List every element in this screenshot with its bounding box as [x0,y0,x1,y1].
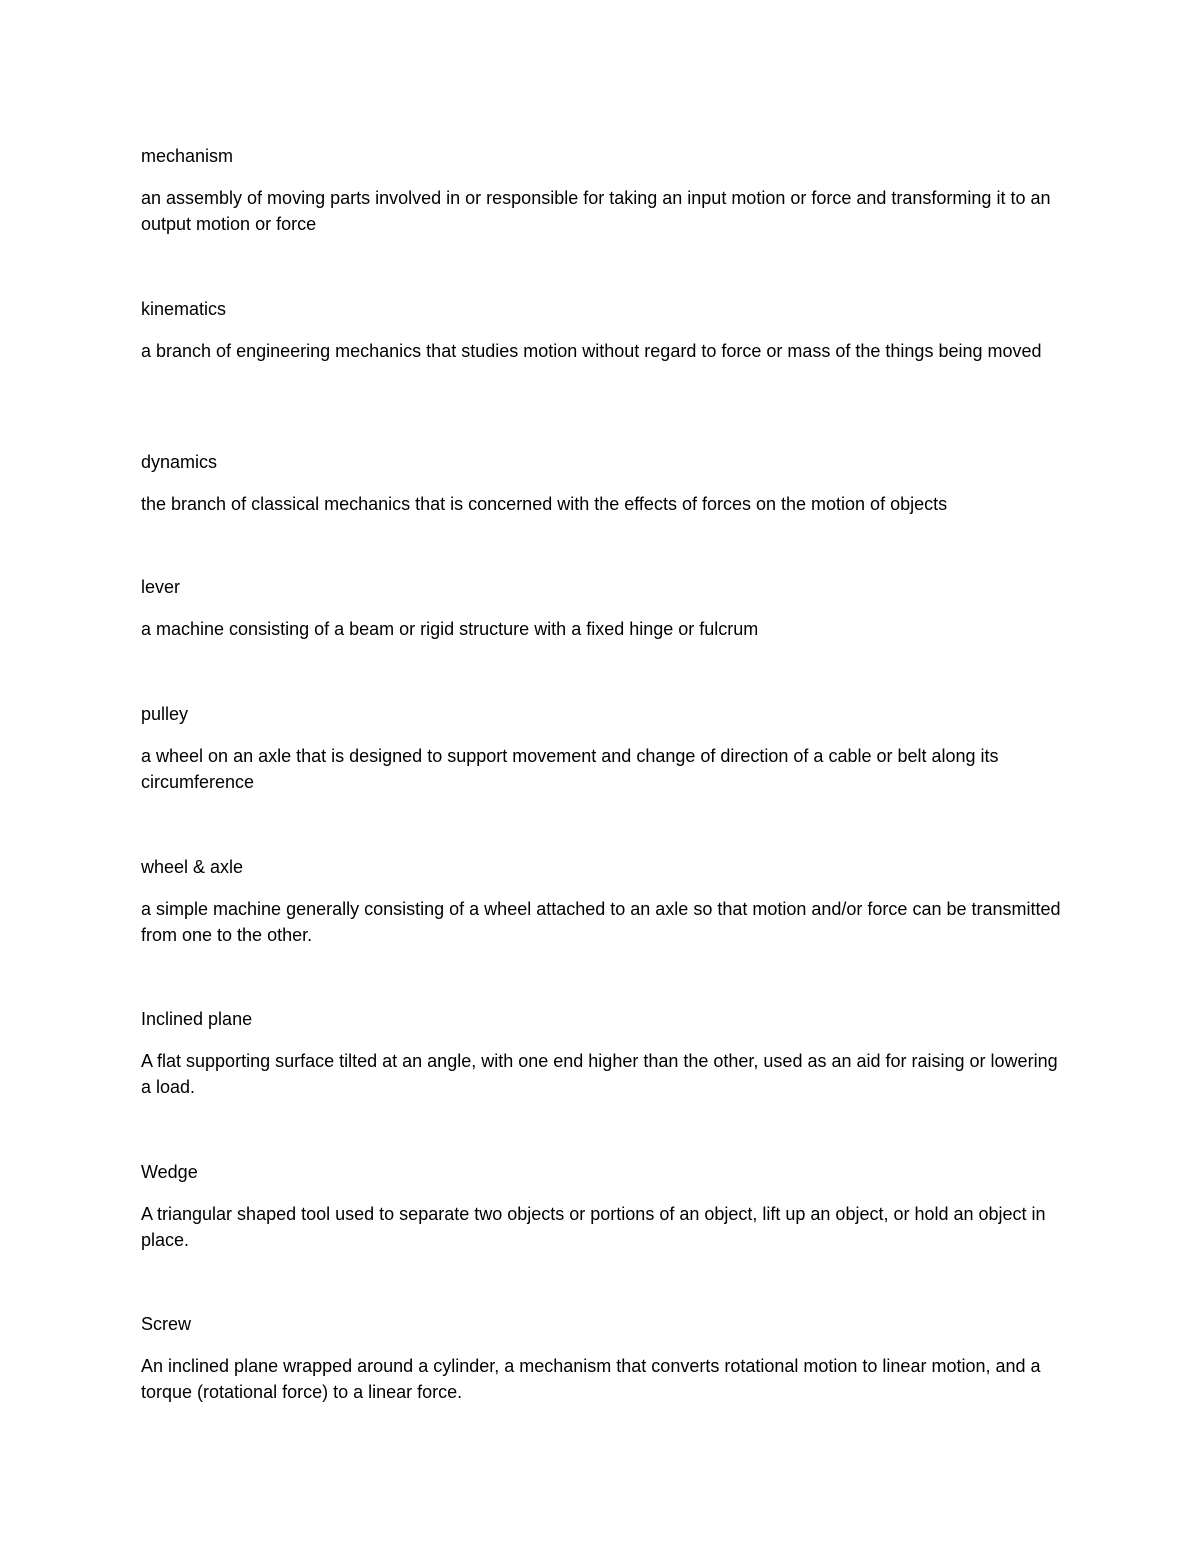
definition: a branch of engineering mechanics that studies motion without regard to force or mass of the things being moved [141,341,1042,361]
term: mechanism [141,146,234,166]
glossary-entry-pulley [141,701,1061,854]
term: lever [141,577,181,597]
definition: A triangular shaped tool used to separate two objects or portions of an object, lift up an object, or hold an object in place. [141,1204,1046,1250]
definition: an assembly of moving parts involved in or responsible for taking an input motion or force and transforming it to an output motion or force [141,188,1051,234]
term: Screw [141,1314,192,1334]
glossary-entry-wedge [141,1159,1061,1311]
glossary-entry-wheel-and-axle [141,854,1061,1006]
definition: A flat supporting surface tilted at an angle, with one end higher than the other, used as an aid for raising or lowering a load. [141,1051,1058,1097]
glossary-entry-lever [141,574,1061,701]
glossary-entry-screw [141,1311,1061,1405]
glossary-list [141,143,1061,1405]
glossary-entry-kinematics [141,296,1061,449]
term: dynamics [141,452,218,472]
definition: An inclined plane wrapped around a cylinder, a mechanism that converts rotational motion to linear motion, and a torque (rotational force) to a linear force. [141,1356,1041,1402]
definition: a wheel on an axle that is designed to support movement and change of direction of a cable or belt along its circumference [141,746,999,792]
term: wheel & axle [141,857,244,877]
glossary-entry-inclined-plane [141,1006,1061,1159]
term: pulley [141,704,189,724]
term: kinematics [141,299,227,319]
definition: a simple machine generally consisting of a wheel attached to an axle so that motion and/or force can be transmitted from one to the other. [141,899,1061,945]
definition: the branch of classical mechanics that is concerned with the effects of forces on the motion of objects [141,494,948,514]
term: Inclined plane [141,1009,253,1029]
glossary-entry-mechanism [141,143,1061,296]
glossary-entry-dynamics [141,449,1061,574]
term: Wedge [141,1162,198,1182]
definition: a machine consisting of a beam or rigid structure with a fixed hinge or fulcrum [141,619,759,639]
